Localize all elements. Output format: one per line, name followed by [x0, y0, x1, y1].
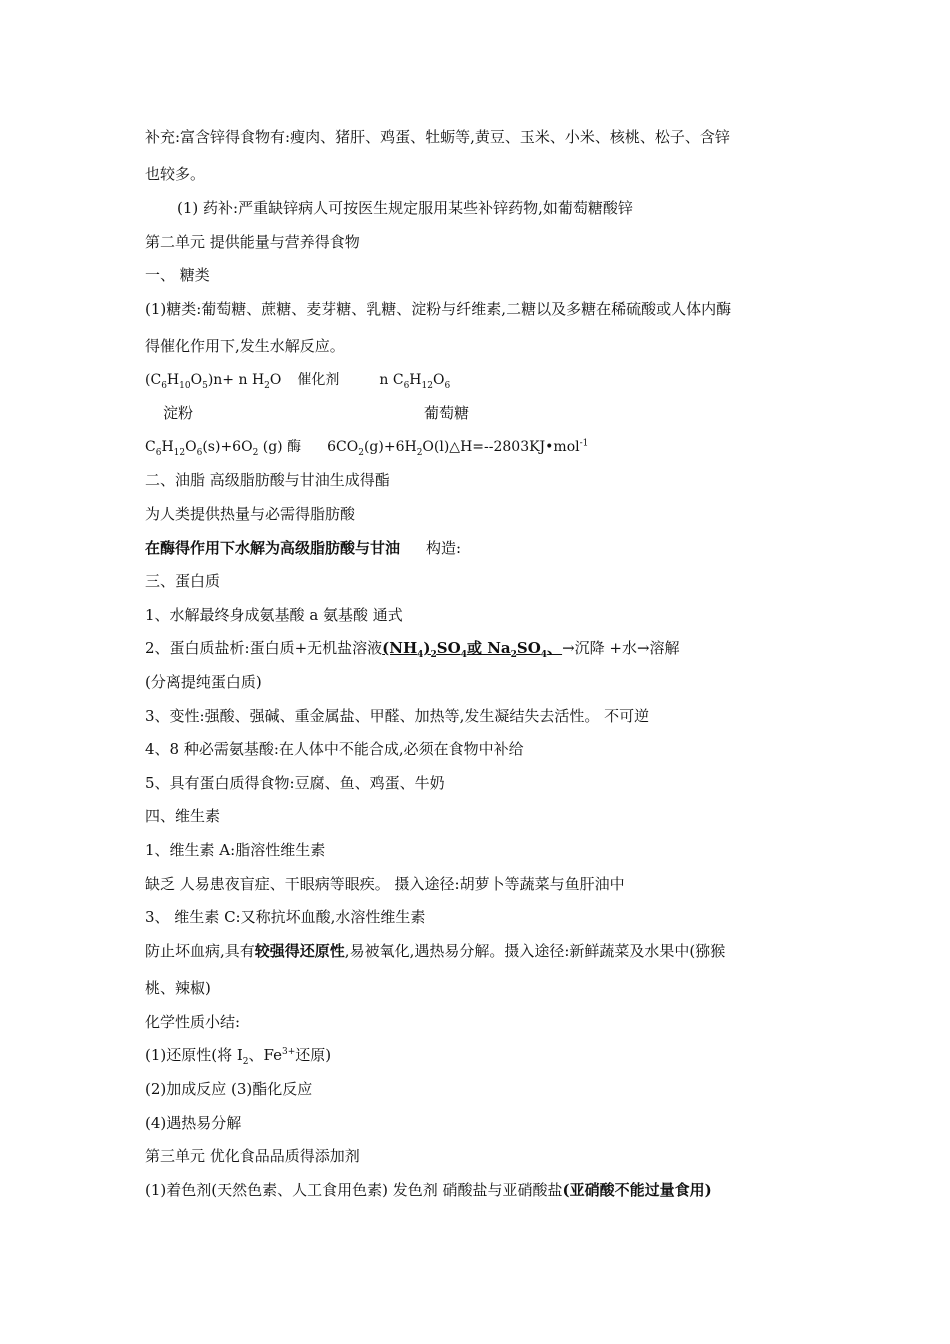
text-line: 为人类提供热量与必需得脂肪酸	[145, 505, 356, 523]
text-line: 防止坏血病,具有较强得还原性,易被氧化,遇热易分解。摄入途径:新鲜蔬菜及水果中(猕猴	[145, 942, 726, 960]
text-line: 化学性质小结:	[145, 1013, 241, 1031]
section-heading: 第二单元 提供能量与营养得食物	[145, 233, 360, 251]
text-line: 补充:富含锌得食物有:瘦肉、猪肝、鸡蛋、牡蛎等,黄豆、玉米、小米、核桃、松子、含锌	[145, 128, 730, 146]
text-line: 桃、辣椒)	[145, 979, 211, 997]
text-line: (1)还原性(将 $I_2$、$Fe^{3+}$还原)	[145, 1046, 332, 1067]
text-line: 得催化作用下,发生水解反应。	[145, 337, 345, 355]
subsection-heading: 四、维生素	[145, 807, 221, 825]
text-line: 在酶得作用下水解为高级脂肪酸与甘油 构造:	[145, 539, 462, 557]
bold-phrase: (亚硝酸不能过量食用)	[562, 1181, 712, 1199]
subsection-heading: 二、油脂 高级脂肪酸与甘油生成得酯	[145, 471, 390, 489]
text-line: 1、水解最终身成氨基酸 a 氨基酸 通式	[145, 606, 403, 624]
text-line: 3、 维生素 C:又称抗坏血酸,水溶性维生素	[145, 908, 426, 926]
salt-formulas: $(NH_4)_2SO_4$或 $Na_2SO_4$、	[382, 639, 563, 660]
text-line: 5、具有蛋白质得食物:豆腐、鱼、鸡蛋、牛奶	[145, 774, 445, 792]
salting-out-line: 2、蛋白质盐析:蛋白质+无机盐溶液$(NH_4)_2SO_4$或 $Na_2SO_4$、→沉降 +水→溶解	[145, 639, 680, 660]
label-glucose: 葡萄糖	[424, 404, 470, 422]
oxidation-equation: $C_6H_{12}O_6(s)+6O_2$ (g) 酶 $6CO_2(g)+6H_2O(l)\triangle H=--2803KJ•mol^{-1}$	[145, 438, 589, 458]
subsection-heading: 一、 糖类	[145, 266, 210, 284]
bold-phrase: 在酶得作用下水解为高级脂肪酸与甘油	[145, 539, 401, 557]
text-line: (1)糖类:葡萄糖、蔗糖、麦芽糖、乳糖、淀粉与纤维素,二糖以及多糖在稀硫酸或人体内酶	[145, 300, 732, 318]
section-heading: 第三单元 优化食品品质得添加剂	[145, 1147, 360, 1165]
text-line: 3、变性:强酸、强碱、重金属盐、甲醛、加热等,发生凝结失去活性。 不可逆	[145, 707, 650, 725]
text-line: 1、维生素 A:脂溶性维生素	[145, 841, 326, 859]
text-line: (1) 药补:严重缺锌病人可按医生规定服用某些补锌药物,如葡萄糖酸锌	[177, 199, 633, 217]
text-line: (分离提纯蛋白质)	[145, 673, 262, 691]
text-line: (1)着色剂(天然色素、人工食用色素) 发色剂 硝酸盐与亚硝酸盐(亚硝酸不能过量食用)	[145, 1181, 712, 1199]
text-line: (2)加成反应 (3)酯化反应	[145, 1080, 313, 1098]
catalyst-label: 催化剂	[297, 372, 340, 388]
text-line: 缺乏 人易患夜盲症、干眼病等眼疾。 摄入途径:胡萝卜等蔬菜与鱼肝油中	[145, 875, 625, 893]
label-starch: 淀粉	[163, 404, 194, 422]
text-line: 4、8 种必需氨基酸:在人体中不能合成,必须在食物中补给	[145, 740, 524, 758]
bold-phrase: 较强得还原性	[254, 942, 345, 960]
subsection-heading: 三、蛋白质	[145, 572, 221, 590]
text-line: (4)遇热易分解	[145, 1114, 242, 1132]
hydrolysis-equation: $(C_6H_{10}O_5)n+ n$ $H_2O$ 催化剂 n $C_6H_{12}O_6$	[145, 372, 451, 391]
text-line: 也较多。	[145, 165, 206, 183]
